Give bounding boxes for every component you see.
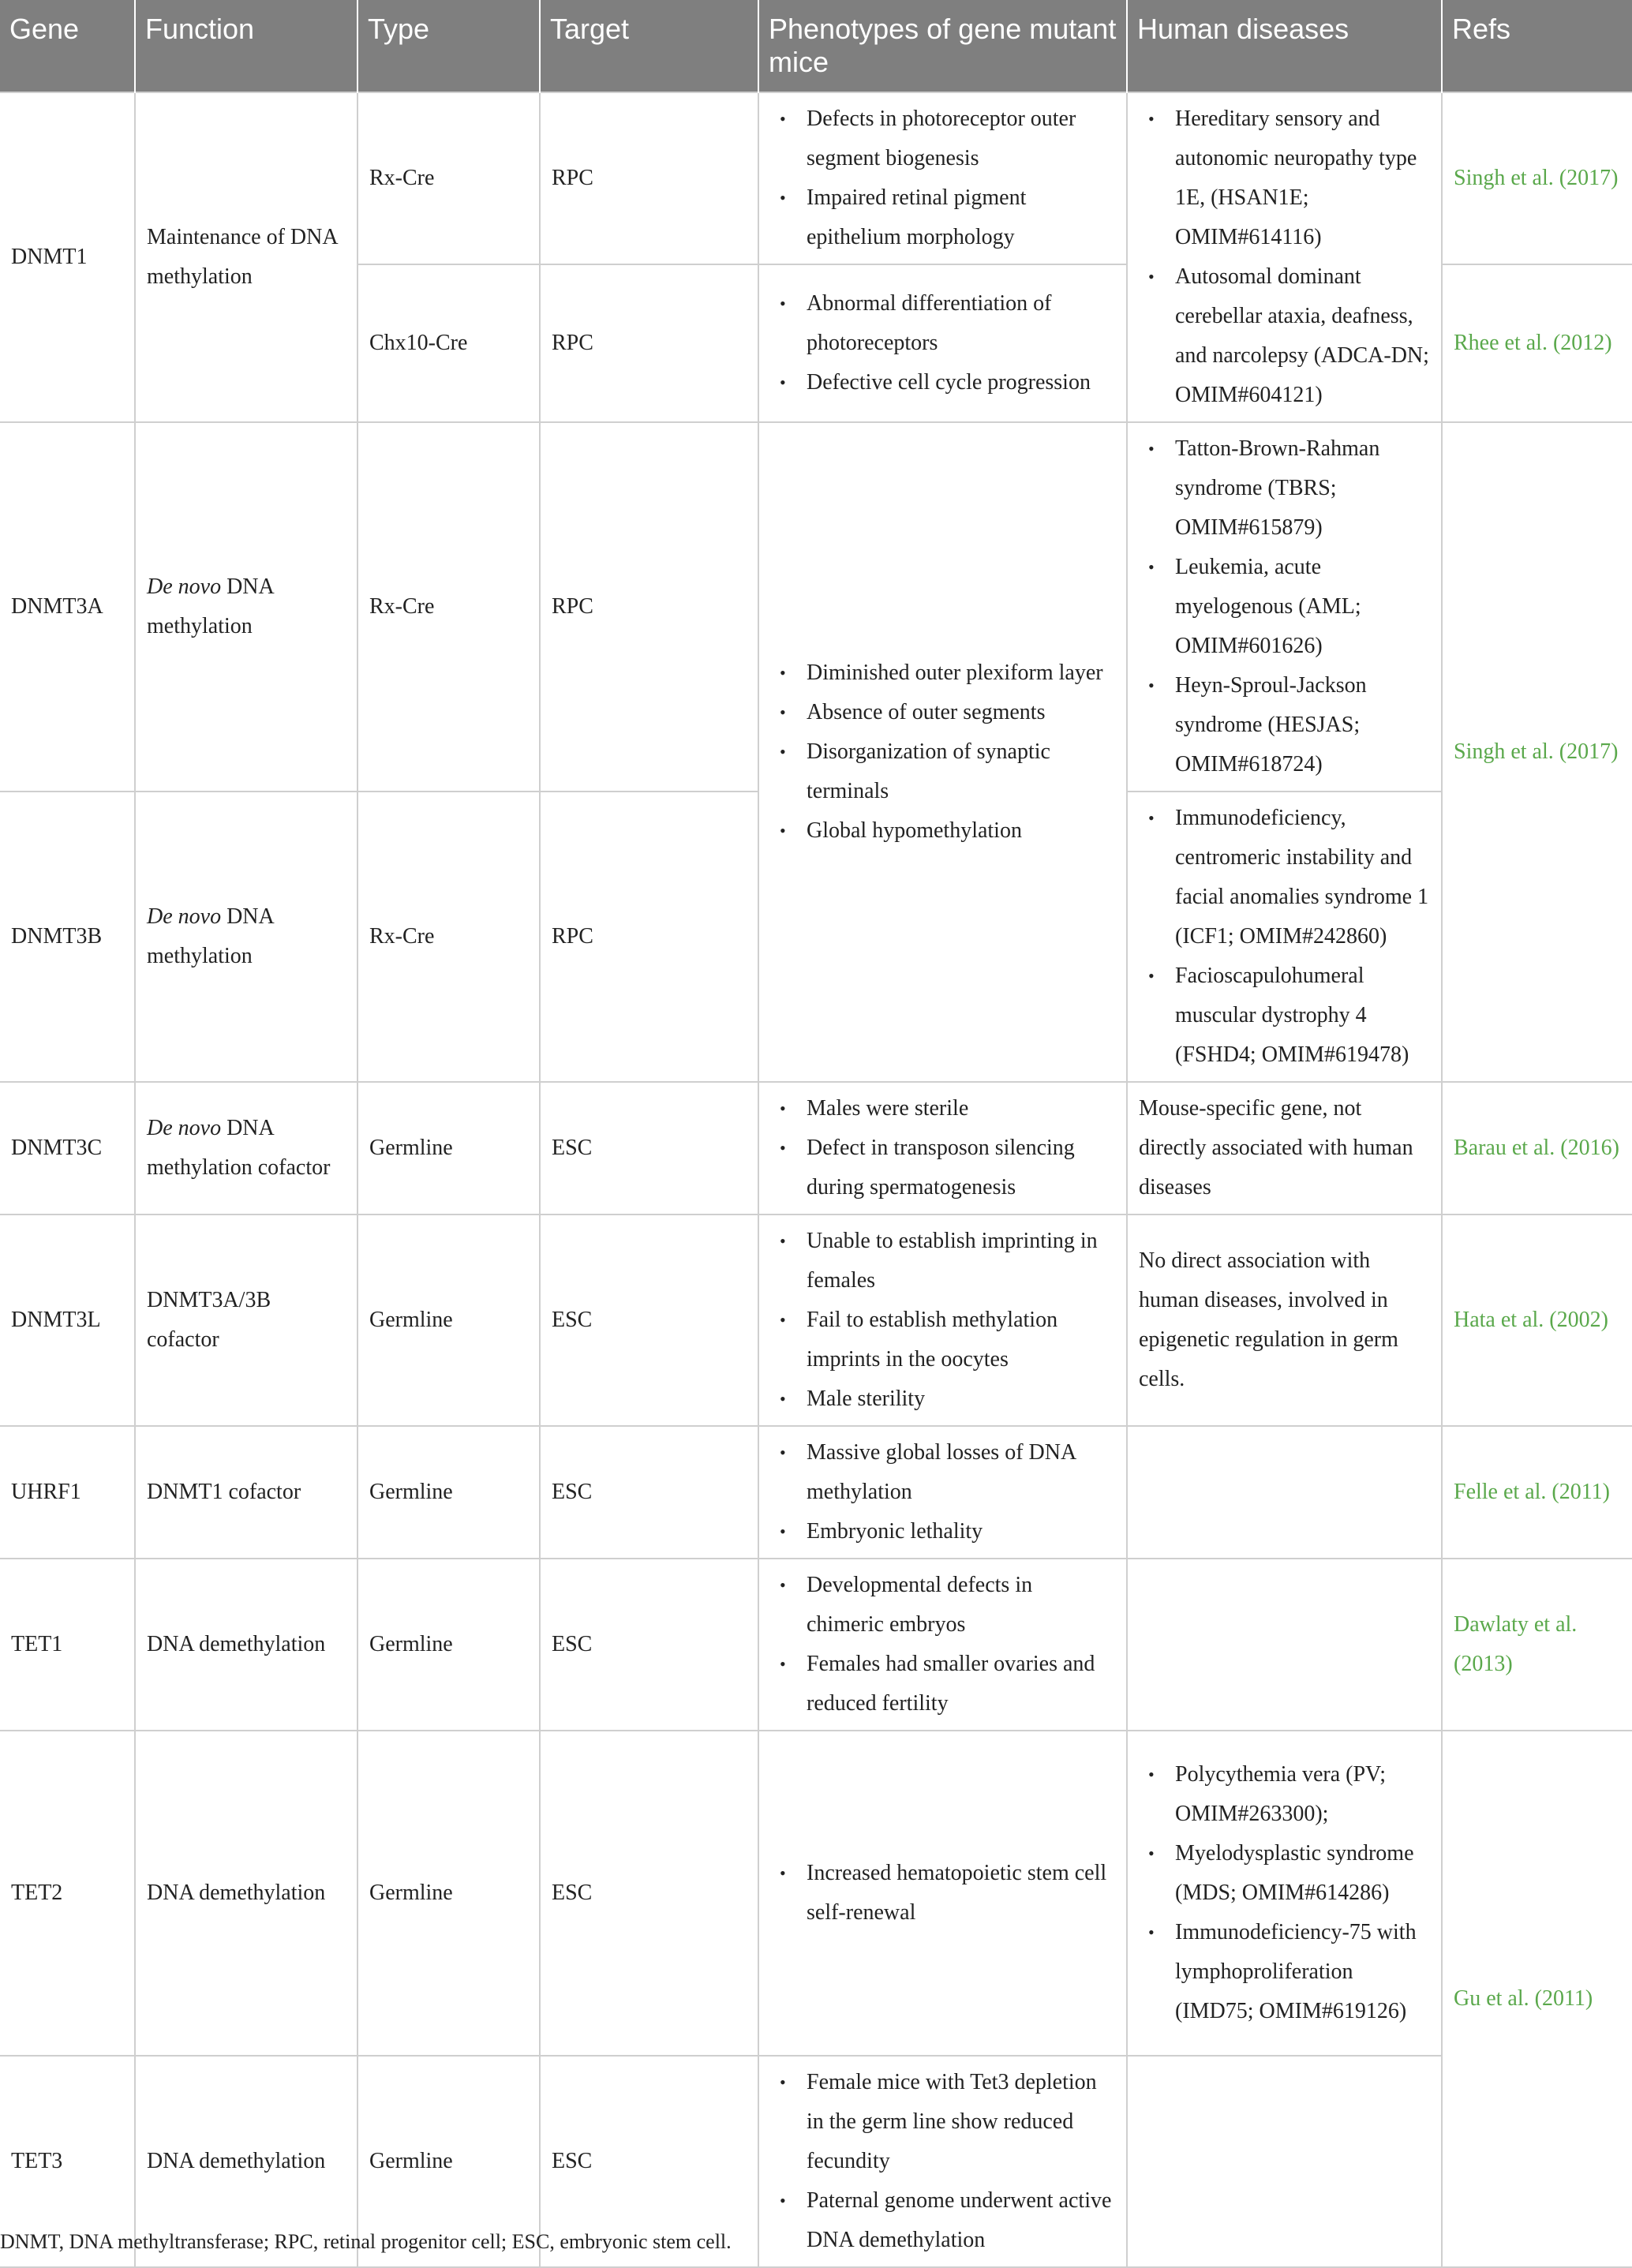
gene-cell: DNMT3A (0, 422, 135, 792)
gene-cell: DNMT3C (0, 1082, 135, 1214)
list-item: • Massive global losses of DNA methylation (807, 1433, 1115, 1512)
table-row (0, 92, 1632, 264)
function-cell: Maintenance of DNA methylation (135, 92, 357, 422)
gene-cell: DNMT1 (0, 92, 135, 422)
type-cell: Rx-Cre (357, 92, 540, 264)
table-row (0, 422, 1632, 792)
list-item: • Impaired retinal pigment epithelium morphology (807, 178, 1115, 257)
type-cell: Rx-Cre (357, 422, 540, 792)
table-row (0, 1082, 1632, 1214)
type-cell: Germline (357, 1082, 540, 1214)
ref-link[interactable]: Felle et al. (2011) (1442, 1426, 1632, 1559)
target-cell: ESC (540, 1214, 758, 1426)
gene-cell: TET2 (0, 1731, 135, 2056)
list-item: • Hereditary sensory and autonomic neuropathy type 1E, (HSAN1E; OMIM#614116) (1175, 99, 1430, 257)
phenotypes-cell (758, 1559, 1127, 1731)
diseases-cell (1127, 1731, 1442, 2056)
table-row (0, 1214, 1632, 1426)
gene-cell: TET1 (0, 1559, 135, 1731)
list-item: • Fail to establish methylation imprints in the oocytes (807, 1301, 1115, 1379)
diseases-cell (1127, 422, 1442, 792)
list-item: • Unable to establish imprinting in females (807, 1222, 1115, 1301)
header-row (0, 0, 1632, 92)
list-item: • Tatton-Brown-Rahman syndrome (TBRS; OMIM#615879) (1175, 429, 1430, 548)
list-item: • Absence of outer segments (807, 693, 1115, 732)
list-item: • Myelodysplastic syndrome (MDS; OMIM#614286) (1175, 1834, 1430, 1913)
target-cell: RPC (540, 422, 758, 792)
phenotypes-cell (758, 1731, 1127, 2056)
type-cell: Germline (357, 1559, 540, 1731)
table-row (0, 1559, 1632, 1731)
gene-cell: TET3 (0, 2056, 135, 2267)
list-item: • Paternal genome underwent active DNA demethylation (807, 2181, 1115, 2260)
header-refs: Refs (1442, 0, 1632, 92)
ref-link[interactable]: Singh et al. (2017) (1442, 92, 1632, 264)
header-function: Function (135, 0, 357, 92)
header-type: Type (357, 0, 540, 92)
phenotypes-cell (758, 1214, 1127, 1426)
type-cell: Chx10-Cre (357, 264, 540, 422)
list-item: • Facioscapulohumeral muscular dystrophy 4 (FSHD4; OMIM#619478) (1175, 956, 1430, 1075)
type-cell: Germline (357, 1426, 540, 1559)
header-phenotypes: Phenotypes of gene mutant mice (758, 0, 1127, 92)
function-cell: De novo DNA methylation (135, 792, 357, 1082)
list-item: • Diminished outer plexiform layer (807, 653, 1115, 693)
list-item: • Defects in photoreceptor outer segment biogenesis (807, 99, 1115, 178)
target-cell: ESC (540, 1731, 758, 2056)
ref-link[interactable]: Rhee et al. (2012) (1442, 264, 1632, 422)
list-item: • Polycythemia vera (PV; OMIM#263300); (1175, 1755, 1430, 1834)
function-cell: DNMT3A/3B cofactor (135, 1214, 357, 1426)
gene-cell: UHRF1 (0, 1426, 135, 1559)
diseases-cell: No direct association with human diseases, involved in epigenetic regulation in germ cells. (1127, 1214, 1442, 1426)
gene-cell: DNMT3L (0, 1214, 135, 1426)
target-cell: ESC (540, 2056, 758, 2267)
function-cell: DNA demethylation (135, 2056, 357, 2267)
ref-link[interactable]: Barau et al. (2016) (1442, 1082, 1632, 1214)
table-footnote: DNMT, DNA methyltransferase; RPC, retinal progenitor cell; ESC, embryonic stem cell. (0, 2230, 732, 2253)
table-row (0, 1426, 1632, 1559)
phenotypes-cell (758, 264, 1127, 422)
header-gene: Gene (0, 0, 135, 92)
target-cell: ESC (540, 1082, 758, 1214)
list-item: • Female mice with Tet3 depletion in the germ line show reduced fecundity (807, 2063, 1115, 2181)
gene-cell: DNMT3B (0, 792, 135, 1082)
type-cell: Rx-Cre (357, 792, 540, 1082)
type-cell: Germline (357, 2056, 540, 2267)
list-item: • Male sterility (807, 1379, 1115, 1419)
ref-link[interactable]: Dawlaty et al. (2013) (1442, 1559, 1632, 1731)
target-cell: RPC (540, 792, 758, 1082)
type-cell: Germline (357, 1731, 540, 2056)
target-cell: RPC (540, 92, 758, 264)
target-cell: ESC (540, 1426, 758, 1559)
function-cell: De novo DNA methylation (135, 422, 357, 792)
phenotypes-cell (758, 2056, 1127, 2267)
list-item: • Immunodeficiency-75 with lymphoproliferation (IMD75; OMIM#619126) (1175, 1913, 1430, 2031)
ref-link[interactable]: Singh et al. (2017) (1442, 422, 1632, 1082)
list-item: • Autosomal dominant cerebellar ataxia, deafness, and narcolepsy (ADCA-DN; OMIM#604121) (1175, 257, 1430, 415)
type-cell: Germline (357, 1214, 540, 1426)
list-item: • Females had smaller ovaries and reduced fertility (807, 1645, 1115, 1723)
target-cell: ESC (540, 1559, 758, 1731)
list-item: • Increased hematopoietic stem cell self-renewal (807, 1854, 1115, 1933)
diseases-cell (1127, 92, 1442, 422)
list-item: • Abnormal differentiation of photoreceptors (807, 284, 1115, 363)
phenotypes-cell (758, 1082, 1127, 1214)
list-item: • Leukemia, acute myelogenous (AML; OMIM#601626) (1175, 548, 1430, 666)
function-cell: De novo DNA methylation cofactor (135, 1082, 357, 1214)
list-item: • Males were sterile (807, 1089, 1115, 1128)
diseases-cell (1127, 1426, 1442, 1559)
list-item: • Embryonic lethality (807, 1512, 1115, 1551)
header-target: Target (540, 0, 758, 92)
function-cell: DNA demethylation (135, 1731, 357, 2056)
list-item: • Heyn-Sproul-Jackson syndrome (HESJAS; OMIM#618724) (1175, 666, 1430, 784)
list-item: • Defect in transposon silencing during spermatogenesis (807, 1128, 1115, 1207)
list-item: • Immunodeficiency, centromeric instability and facial anomalies syndrome 1 (ICF1; OMIM#242860) (1175, 799, 1430, 956)
diseases-cell (1127, 1559, 1442, 1731)
list-item: • Global hypomethylation (807, 811, 1115, 851)
diseases-cell: Mouse-specific gene, not directly associated with human diseases (1127, 1082, 1442, 1214)
function-cell: DNMT1 cofactor (135, 1426, 357, 1559)
phenotypes-cell (758, 422, 1127, 1082)
diseases-cell (1127, 792, 1442, 1082)
header-human-diseases: Human diseases (1127, 0, 1442, 92)
phenotypes-cell (758, 1426, 1127, 1559)
table-row (0, 1731, 1632, 2056)
function-cell: DNA demethylation (135, 1559, 357, 1731)
phenotypes-cell (758, 92, 1127, 264)
diseases-cell (1127, 2056, 1442, 2267)
list-item: • Developmental defects in chimeric embryos (807, 1566, 1115, 1645)
ref-link[interactable]: Hata et al. (2002) (1442, 1214, 1632, 1426)
list-item: • Disorganization of synaptic terminals (807, 732, 1115, 811)
target-cell: RPC (540, 264, 758, 422)
ref-link[interactable]: Gu et al. (2011) (1442, 1731, 1632, 2267)
list-item: • Defective cell cycle progression (807, 363, 1115, 402)
